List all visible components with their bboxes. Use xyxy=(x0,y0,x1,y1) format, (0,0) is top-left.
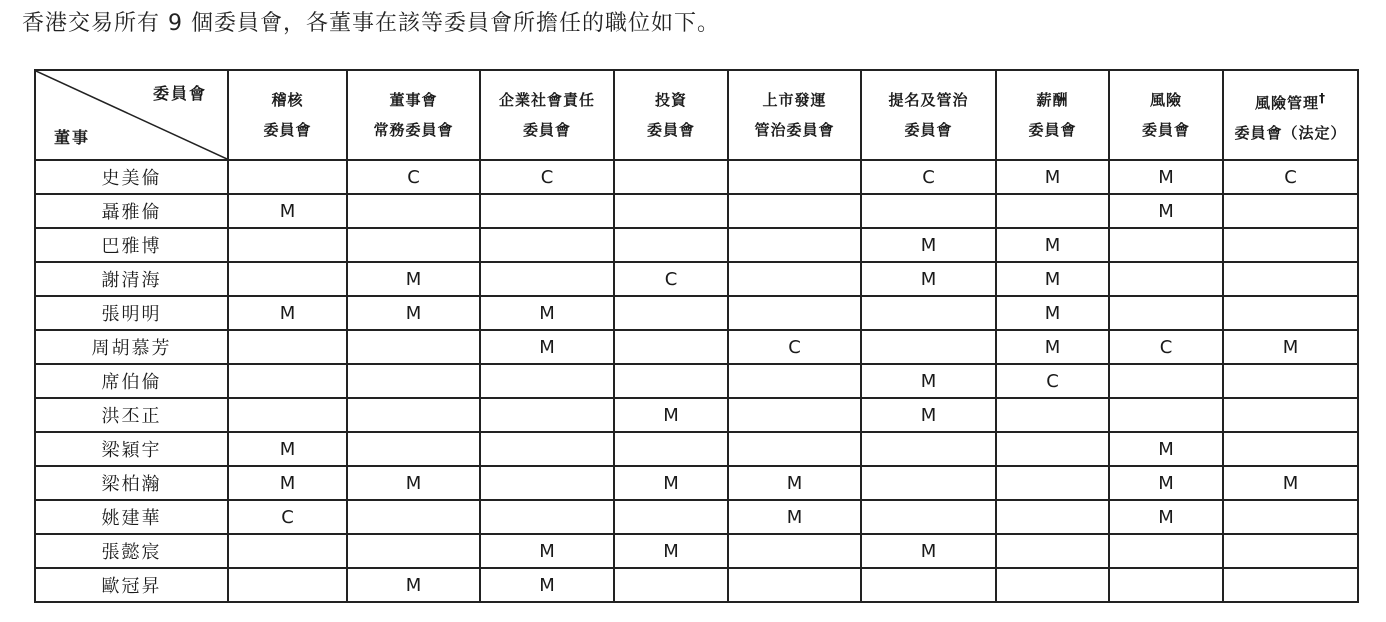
role-cell: M xyxy=(480,568,614,602)
committee-name-line2: 委員會 xyxy=(1028,121,1077,139)
role-cell xyxy=(861,330,996,364)
role-cell xyxy=(1109,534,1223,568)
committee-name-line1 xyxy=(481,85,613,115)
role-cell: M xyxy=(228,296,347,330)
role-cell: M xyxy=(614,398,728,432)
committee-name-text: 提名及管治 xyxy=(888,91,969,109)
committee-name-line1 xyxy=(348,85,479,115)
role-cell xyxy=(996,500,1109,534)
director-name: 歐冠昇 xyxy=(35,568,228,602)
table-row xyxy=(35,262,1358,296)
committee-name-line2: 委員會 xyxy=(904,121,953,139)
role-cell xyxy=(480,194,614,228)
role-cell xyxy=(1109,364,1223,398)
role-cell xyxy=(228,330,347,364)
committee-name-text: 薪酬 xyxy=(1036,91,1069,109)
role-cell xyxy=(480,398,614,432)
table-row xyxy=(35,466,1358,500)
role-cell xyxy=(228,534,347,568)
role-cell: M xyxy=(861,534,996,568)
role-cell xyxy=(861,500,996,534)
role-cell: M xyxy=(480,534,614,568)
role-cell: C xyxy=(1109,330,1223,364)
committee-name-line2: 管治委員會 xyxy=(754,121,835,139)
committee-header-3 xyxy=(614,70,728,160)
role-cell xyxy=(996,466,1109,500)
director-name: 巴雅博 xyxy=(35,228,228,262)
table-row xyxy=(35,568,1358,602)
role-cell: M xyxy=(861,364,996,398)
role-cell: M xyxy=(996,330,1109,364)
director-name: 謝清海 xyxy=(35,262,228,296)
role-cell: M xyxy=(347,568,480,602)
committee-header-6 xyxy=(996,70,1109,160)
director-name: 席伯倫 xyxy=(35,364,228,398)
role-cell xyxy=(861,466,996,500)
committee-name-line1 xyxy=(229,85,346,115)
role-cell: M xyxy=(996,160,1109,194)
committee-header-0 xyxy=(228,70,347,160)
role-cell xyxy=(1223,296,1358,330)
committee-name-text: 上市發運 xyxy=(762,91,827,109)
role-cell: M xyxy=(728,500,861,534)
intro-text: 香港交易所有 9 個委員會，各董事在該等委員會所擔任的職位如下。 xyxy=(22,11,720,36)
role-cell: M xyxy=(1223,466,1358,500)
role-cell: M xyxy=(1223,330,1358,364)
role-cell: M xyxy=(480,330,614,364)
committee-header-1 xyxy=(347,70,480,160)
committee-name-line1 xyxy=(729,85,860,115)
role-cell xyxy=(614,500,728,534)
role-cell xyxy=(480,228,614,262)
table-row xyxy=(35,228,1358,262)
role-cell: M xyxy=(480,296,614,330)
role-cell xyxy=(1223,398,1358,432)
role-cell xyxy=(480,500,614,534)
role-cell xyxy=(728,160,861,194)
committee-name-line2: 委員會 xyxy=(646,121,695,139)
role-cell: M xyxy=(614,534,728,568)
committee-header-8 xyxy=(1223,70,1358,160)
role-cell: C xyxy=(480,160,614,194)
role-cell: M xyxy=(347,296,480,330)
role-cell: M xyxy=(228,432,347,466)
committee-name-line1 xyxy=(1110,85,1222,115)
role-cell xyxy=(1223,500,1358,534)
role-cell xyxy=(480,262,614,296)
role-cell xyxy=(1109,398,1223,432)
role-cell xyxy=(347,398,480,432)
table-row xyxy=(35,534,1358,568)
role-cell xyxy=(614,432,728,466)
committee-name-line1 xyxy=(862,85,995,115)
committee-axis-label: 委員會 xyxy=(152,84,207,103)
role-cell: M xyxy=(1109,500,1223,534)
role-cell xyxy=(480,364,614,398)
role-cell xyxy=(1109,568,1223,602)
role-cell: M xyxy=(228,466,347,500)
role-cell: C xyxy=(614,262,728,296)
role-cell xyxy=(228,228,347,262)
committee-header-5 xyxy=(861,70,996,160)
role-cell: C xyxy=(347,160,480,194)
role-cell xyxy=(1223,228,1358,262)
role-cell: M xyxy=(861,262,996,296)
role-cell xyxy=(1223,262,1358,296)
role-cell xyxy=(1223,364,1358,398)
role-cell xyxy=(996,568,1109,602)
role-cell: M xyxy=(1109,432,1223,466)
role-cell: C xyxy=(996,364,1109,398)
role-cell xyxy=(728,364,861,398)
role-cell xyxy=(347,500,480,534)
role-cell: M xyxy=(1109,466,1223,500)
committee-name-text: 投資 xyxy=(654,91,687,109)
committee-name-line2: 委員會 xyxy=(263,121,312,139)
role-cell: C xyxy=(228,500,347,534)
role-cell: M xyxy=(996,296,1109,330)
role-cell xyxy=(996,398,1109,432)
committee-header-4 xyxy=(728,70,861,160)
role-cell: M xyxy=(728,466,861,500)
director-name: 聶雅倫 xyxy=(35,194,228,228)
director-name: 梁穎宇 xyxy=(35,432,228,466)
role-cell xyxy=(728,534,861,568)
director-name: 史美倫 xyxy=(35,160,228,194)
role-cell xyxy=(1109,228,1223,262)
role-cell xyxy=(614,160,728,194)
role-cell xyxy=(1223,432,1358,466)
role-cell: C xyxy=(728,330,861,364)
table-row xyxy=(35,500,1358,534)
role-cell xyxy=(614,568,728,602)
role-cell xyxy=(728,296,861,330)
committee-name-line1 xyxy=(1224,83,1357,118)
role-cell xyxy=(861,568,996,602)
role-cell xyxy=(228,364,347,398)
role-cell xyxy=(861,296,996,330)
role-cell xyxy=(614,330,728,364)
dagger-mark: † xyxy=(1319,90,1326,105)
role-cell xyxy=(480,466,614,500)
role-cell xyxy=(347,228,480,262)
role-cell xyxy=(1223,534,1358,568)
committee-name-line2: 委員會 xyxy=(522,121,571,139)
committee-table xyxy=(34,69,1359,603)
role-cell xyxy=(228,262,347,296)
role-cell: M xyxy=(1109,194,1223,228)
role-cell xyxy=(728,228,861,262)
committee-name-text: 企業社會責任 xyxy=(498,91,595,109)
role-cell xyxy=(1109,262,1223,296)
committee-header-2 xyxy=(480,70,614,160)
committee-name-line1 xyxy=(997,85,1108,115)
director-name: 張懿宸 xyxy=(35,534,228,568)
role-cell xyxy=(228,398,347,432)
header-row xyxy=(35,70,1358,160)
role-cell: M xyxy=(347,466,480,500)
role-cell: M xyxy=(996,262,1109,296)
role-cell xyxy=(996,194,1109,228)
role-cell xyxy=(1223,194,1358,228)
role-cell xyxy=(728,432,861,466)
role-cell xyxy=(996,534,1109,568)
role-cell xyxy=(480,432,614,466)
role-cell xyxy=(728,568,861,602)
director-name: 梁柏瀚 xyxy=(35,466,228,500)
role-cell xyxy=(996,432,1109,466)
director-name: 張明明 xyxy=(35,296,228,330)
role-cell xyxy=(1109,296,1223,330)
table-row xyxy=(35,398,1358,432)
role-cell xyxy=(347,194,480,228)
director-axis-label: 董事 xyxy=(54,128,91,147)
role-cell xyxy=(728,398,861,432)
role-cell xyxy=(228,568,347,602)
committee-name-line2: 委員會（法定） xyxy=(1234,123,1347,142)
role-cell xyxy=(861,194,996,228)
table-row xyxy=(35,432,1358,466)
role-cell xyxy=(347,364,480,398)
role-cell: M xyxy=(614,466,728,500)
role-cell: M xyxy=(347,262,480,296)
table-row xyxy=(35,330,1358,364)
table-row xyxy=(35,296,1358,330)
committee-name-line2: 常務委員會 xyxy=(373,121,454,139)
corner-header xyxy=(35,70,228,160)
committee-name-text: 董事會 xyxy=(389,91,438,109)
director-name: 姚建華 xyxy=(35,500,228,534)
role-cell xyxy=(614,194,728,228)
role-cell xyxy=(1223,568,1358,602)
role-cell xyxy=(614,296,728,330)
role-cell: M xyxy=(861,398,996,432)
role-cell xyxy=(228,160,347,194)
role-cell xyxy=(861,432,996,466)
role-cell xyxy=(614,364,728,398)
role-cell: M xyxy=(861,228,996,262)
committee-name-text: 稽核 xyxy=(271,91,304,109)
role-cell xyxy=(347,432,480,466)
table-row xyxy=(35,194,1358,228)
committee-name-text: 風險管理 xyxy=(1254,93,1319,112)
role-cell: M xyxy=(228,194,347,228)
table-row xyxy=(35,364,1358,398)
table-row xyxy=(35,160,1358,194)
role-cell xyxy=(347,330,480,364)
role-cell xyxy=(347,534,480,568)
role-cell: M xyxy=(996,228,1109,262)
director-name: 洪丕正 xyxy=(35,398,228,432)
committee-name-text: 風險 xyxy=(1149,91,1182,109)
committee-name-line1 xyxy=(615,85,727,115)
role-cell: C xyxy=(1223,160,1358,194)
role-cell: M xyxy=(1109,160,1223,194)
role-cell xyxy=(728,262,861,296)
role-cell: C xyxy=(861,160,996,194)
committee-name-line2: 委員會 xyxy=(1141,121,1190,139)
director-name: 周胡慕芳 xyxy=(35,330,228,364)
role-cell xyxy=(614,228,728,262)
committee-header-7 xyxy=(1109,70,1223,160)
role-cell xyxy=(728,194,861,228)
